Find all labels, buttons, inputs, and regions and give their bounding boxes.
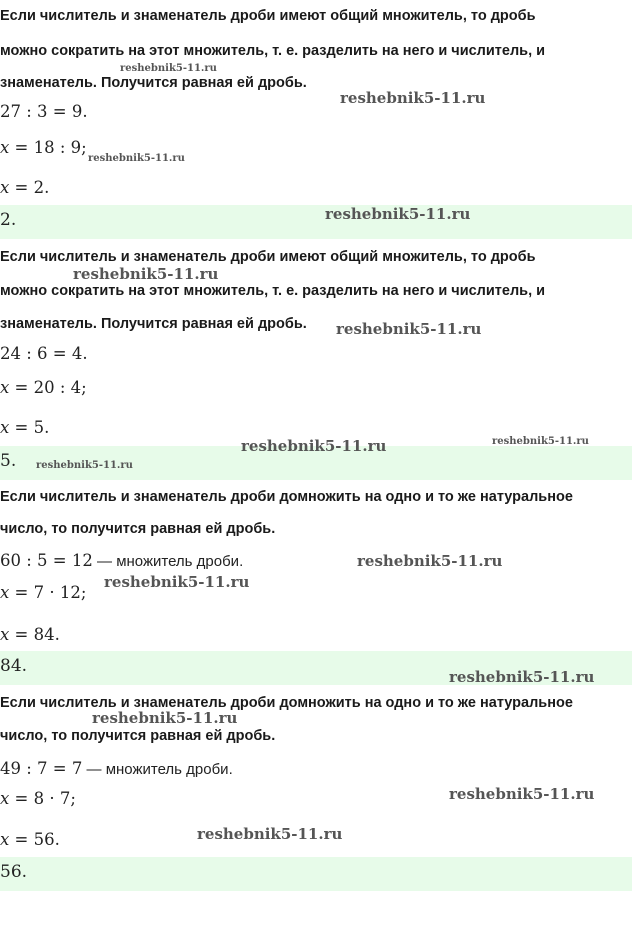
watermark: reshebnik5-11.ru: [36, 460, 133, 471]
rule-text-line: знаменатель. Получится равная ей дробь.: [0, 316, 307, 332]
solution-step: 27 : 3 = 9.: [0, 102, 88, 121]
watermark: reshebnik5-11.ru: [492, 436, 589, 447]
watermark: reshebnik5-11.ru: [357, 552, 503, 570]
rule-text-line: можно сократить на этот множитель, т. е. разделить на него и числитель, и: [0, 283, 546, 299]
watermark: reshebnik5-11.ru: [120, 63, 217, 74]
solution-step: x = 56.: [0, 830, 60, 849]
solution-step: x = 84.: [0, 625, 60, 644]
answer-box: [0, 857, 632, 891]
rule-text-line: можно сократить на этот множитель, т. е. разделить на него и числитель, и: [0, 43, 546, 59]
rule-text-line: Если числитель и знаменатель дроби домножить на одно и то же натуральное: [0, 489, 573, 505]
answer-box: [0, 205, 632, 239]
solution-step: x = 2.: [0, 178, 50, 197]
solution-step: x = 7 · 12;: [0, 583, 87, 602]
watermark: reshebnik5-11.ru: [449, 785, 595, 803]
answer-value: 84.: [0, 656, 28, 676]
watermark: reshebnik5-11.ru: [92, 709, 238, 727]
solution-step: 24 : 6 = 4.: [0, 344, 88, 363]
solution-step: x = 5.: [0, 418, 50, 437]
watermark: reshebnik5-11.ru: [325, 205, 471, 223]
solution-step: 49 : 7 = 7 — множитель дроби.: [0, 759, 233, 778]
answer-value: 5.: [0, 451, 17, 471]
rule-text-line: число, то получится равная ей дробь.: [0, 728, 276, 744]
watermark: reshebnik5-11.ru: [241, 437, 387, 455]
answer-value: 2.: [0, 210, 17, 230]
watermark: reshebnik5-11.ru: [197, 825, 343, 843]
answer-value: 56.: [0, 862, 28, 882]
watermark: reshebnik5-11.ru: [104, 573, 250, 591]
solution-step: x = 8 · 7;: [0, 789, 76, 808]
watermark: reshebnik5-11.ru: [449, 668, 595, 686]
watermark: reshebnik5-11.ru: [88, 153, 185, 164]
solution-step: x = 18 : 9;: [0, 138, 87, 157]
rule-text-line: Если числитель и знаменатель дроби имеют общий множитель, то дробь: [0, 8, 536, 24]
watermark: reshebnik5-11.ru: [340, 89, 486, 107]
watermark: reshebnik5-11.ru: [336, 320, 482, 338]
solution-step: 60 : 5 = 12 — множитель дроби.: [0, 551, 244, 570]
watermark: reshebnik5-11.ru: [73, 265, 219, 283]
rule-text-line: число, то получится равная ей дробь.: [0, 521, 276, 537]
rule-text-line: знаменатель. Получится равная ей дробь.: [0, 75, 307, 91]
solution-step: x = 20 : 4;: [0, 378, 87, 397]
rule-text-line: Если числитель и знаменатель дроби домножить на одно и то же натуральное: [0, 695, 573, 711]
rule-text-line: Если числитель и знаменатель дроби имеют общий множитель, то дробь: [0, 249, 536, 265]
